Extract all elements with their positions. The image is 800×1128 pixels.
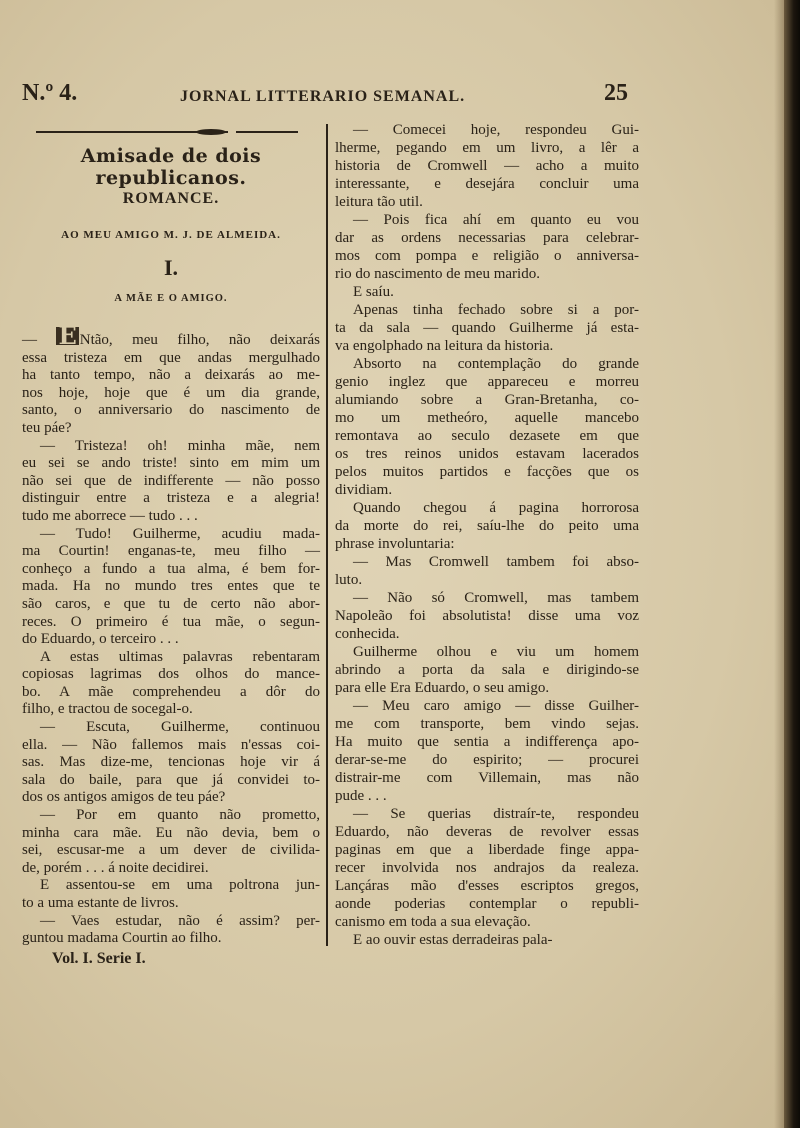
text-line: guntou madama Courtin ao filho. bbox=[22, 930, 222, 947]
text-line: A estas ultimas palavras rebentaram bbox=[40, 648, 320, 665]
paragraph bbox=[335, 697, 639, 805]
text-line: sas. Mas dize-me, tencionas hoje vir á bbox=[22, 754, 320, 771]
chapter-title: A MÃE E O AMIGO. bbox=[114, 293, 228, 304]
text-line: Absorto na contemplação do grande bbox=[353, 356, 639, 372]
text-line: recer involvida nos andrajos da realeza. bbox=[335, 860, 639, 876]
text-line: ta da sala — quando Guilherme já esta- bbox=[335, 320, 639, 336]
paragraph bbox=[335, 931, 639, 949]
text-line: distinguir entre a tristeza e a alegria! bbox=[22, 490, 320, 507]
text-line: dividiam. bbox=[335, 482, 393, 498]
column-divider bbox=[326, 124, 328, 946]
text-line: derar-se-me do espirito; — procurei bbox=[335, 752, 639, 768]
text-line: — Não só Cromwell, mas tambem bbox=[353, 590, 639, 606]
text-line: dos os antigos amigos de teu páe? bbox=[22, 789, 226, 806]
paragraph bbox=[335, 121, 639, 211]
paragraph bbox=[22, 438, 320, 526]
paragraph bbox=[335, 805, 639, 931]
text-line: os tres reinos unidos estavam lacerados bbox=[335, 446, 639, 462]
paragraph bbox=[22, 526, 320, 649]
text-line: conhecida. bbox=[335, 626, 400, 642]
text-line: me com transporte, bem vindo sejas. bbox=[335, 716, 639, 732]
text-line: distrair-me com Villemain, mas não bbox=[335, 770, 639, 786]
text-line: interessante, e desejára concluir uma bbox=[335, 176, 639, 192]
text-line: nos hoje, hoje que é um dia grande, bbox=[22, 384, 320, 401]
text-line: ella. — Não fallemos mais n'essas coi- bbox=[22, 736, 320, 753]
text-line: abrindo a porta da sala e dirigindo-se bbox=[335, 662, 639, 678]
text-line: teu páe? bbox=[22, 419, 72, 436]
text-line: sala do baile, para que já convidei to- bbox=[22, 771, 320, 788]
text-line: — Por em quanto não prometto, bbox=[40, 807, 320, 824]
text-line: alumiando sobre a Gran-Bretanha, co- bbox=[335, 392, 639, 408]
text-line: da morte do rei, saíu-lhe do peito uma bbox=[335, 518, 639, 534]
text-line: — Se querias distraír-te, respondeu bbox=[353, 806, 639, 822]
text-line: historia de Cromwell — acho a muito bbox=[335, 158, 639, 174]
ornamental-rule-short bbox=[236, 131, 298, 133]
paragraph bbox=[335, 211, 639, 283]
text-line: luto. bbox=[335, 572, 363, 588]
chapter-number: I. bbox=[163, 255, 179, 280]
paragraph bbox=[22, 877, 320, 912]
text-line: — Tristeza! oh! minha mãe, nem bbox=[40, 437, 320, 454]
text-line: santo, o anniversario do nascimento de bbox=[22, 402, 320, 419]
text-line: lherme, pegando em um livro, a lêr a bbox=[335, 140, 639, 156]
text-line: não sei que de indifferente — não posso bbox=[22, 472, 320, 489]
article-dedication: AO MEU AMIGO M. J. DE ALMEIDA. bbox=[61, 229, 281, 241]
text-line: bo. A mãe comprehendeu a dôr do bbox=[22, 683, 320, 700]
text-line: rio do nascimento de meu marido. bbox=[335, 266, 540, 282]
text-line: E saíu. bbox=[353, 284, 394, 300]
text-line: Quando chegou á pagina horrorosa bbox=[353, 500, 639, 516]
text-line: va engolphado na leitura da historia. bbox=[335, 338, 554, 354]
text-line: eu sei se ando triste! sinto em mim um bbox=[22, 455, 320, 472]
text-line: para elle Era Eduardo, o seu amigo. bbox=[335, 680, 550, 696]
line-text: Ntão, meu filho, não deixarás bbox=[79, 332, 320, 348]
text-line: do Eduardo, o terceiro . . . bbox=[22, 631, 179, 648]
paragraph bbox=[335, 283, 639, 301]
text-line: — Mas Cromwell tambem foi abso- bbox=[353, 554, 639, 570]
text-line: minha cara mãe. Eu não devia, bem o bbox=[22, 824, 320, 841]
text-line: — Vaes estudar, não é assim? per- bbox=[40, 912, 320, 929]
paragraph bbox=[22, 807, 320, 877]
paragraph bbox=[22, 649, 320, 719]
text-line: sei, escusar-me a um dever de civilida- bbox=[22, 842, 320, 859]
text-line: aonde poderias contemplar o republi- bbox=[335, 896, 639, 912]
text-line: — Tudo! Guilherme, acudiu mada- bbox=[40, 525, 320, 542]
text-line: são caros, e que tu de certo não abor- bbox=[22, 595, 320, 612]
text-line: paginas em que a liberdade finge appa- bbox=[335, 842, 639, 858]
drop-cap: E bbox=[58, 321, 77, 350]
paragraph bbox=[22, 719, 320, 807]
page-number: 25 bbox=[604, 80, 628, 106]
text-line: — Pois fica ahí em quanto eu vou bbox=[353, 212, 639, 228]
issue-number: N.º 4. bbox=[22, 80, 78, 106]
rule-ornament bbox=[196, 129, 226, 135]
right-column bbox=[335, 121, 639, 949]
journal-title: JORNAL LITTERARIO SEMANAL. bbox=[180, 88, 466, 105]
paragraph bbox=[335, 499, 639, 553]
text-line: dar as ordens necessarias para celebrar- bbox=[335, 230, 639, 246]
article-title: Amisade de dois republicanos. bbox=[80, 145, 262, 189]
text-line: — Escuta, Guilherme, continuou bbox=[40, 719, 320, 736]
left-column bbox=[22, 321, 320, 948]
paragraph bbox=[335, 355, 639, 499]
paragraph bbox=[335, 553, 639, 589]
scan-shadow bbox=[774, 0, 784, 1128]
text-line: genio inglez que appareceu e morreu bbox=[335, 374, 639, 390]
text-line: Napoleão foi absolutista! disse uma voz bbox=[335, 608, 639, 624]
text-line: mo um metheóro, aquelle mancebo bbox=[335, 410, 639, 426]
text-line: E assentou-se em uma poltrona jun- bbox=[40, 877, 320, 894]
dash: — bbox=[22, 332, 57, 348]
paragraph bbox=[22, 321, 320, 438]
text-line: ma Courtin! enganas-te, meu filho — bbox=[22, 543, 320, 560]
text-line: pelos muitos partidos e facções que os bbox=[335, 464, 639, 480]
paragraph bbox=[22, 913, 320, 948]
text-line: essa tristeza em que andas mergulhado bbox=[22, 349, 320, 366]
text-line: Apenas tinha fechado sobre si a por- bbox=[353, 302, 639, 318]
text-line: Eduardo, não deveras de revolver essas bbox=[335, 824, 639, 840]
text-line: mos com pompa e religião o anniversa- bbox=[335, 248, 639, 264]
text-line: tudo me aborrece — tudo . . . bbox=[22, 507, 198, 524]
text-line: remontava ao seculo dezasete em que bbox=[335, 428, 639, 444]
paragraph bbox=[335, 589, 639, 643]
text-line: E ao ouvir estas derradeiras pala- bbox=[353, 932, 553, 948]
signature-mark: Vol. I. Serie I. bbox=[52, 950, 146, 967]
text-line: filho, e tractou de socegal-o. bbox=[22, 701, 193, 718]
text-line: reces. O primeiro é tua mãe, o segun- bbox=[22, 613, 320, 630]
scan-edge bbox=[784, 0, 800, 1128]
text-line: to a uma estante de livros. bbox=[22, 895, 179, 911]
text-line: de, porém . . . á noite decidirei. bbox=[22, 859, 209, 876]
text-line: — Meu caro amigo — disse Guilher- bbox=[353, 698, 639, 714]
text-line: Lançáras mão d'esses escriptos gregos, bbox=[335, 878, 639, 894]
text-line: Guilherme olhou e viu um homem bbox=[353, 644, 639, 660]
text-line: mada. Ha no mundo tres entes que te bbox=[22, 578, 320, 595]
text-line: canismo em toda a sua elevação. bbox=[335, 914, 531, 930]
text-line: ha tanto tempo, não a deixarás ao me- bbox=[22, 367, 320, 384]
text-line: pude . . . bbox=[335, 788, 387, 804]
text-line: Ha muito que sentia a indifferença apo- bbox=[335, 734, 639, 750]
article-genre: ROMANCE. bbox=[122, 190, 220, 207]
paragraph bbox=[335, 643, 639, 697]
text-line bbox=[22, 321, 320, 350]
text-line: leitura tão util. bbox=[335, 194, 423, 210]
text-line: phrase involuntaria: bbox=[335, 536, 455, 552]
paragraph bbox=[335, 301, 639, 355]
text-line: — Comecei hoje, respondeu Gui- bbox=[353, 122, 639, 138]
text-line: copiosas lagrimas dos olhos do mance- bbox=[22, 666, 320, 683]
text-line: conheço a fundo a tua alma, é bem for- bbox=[22, 560, 320, 577]
